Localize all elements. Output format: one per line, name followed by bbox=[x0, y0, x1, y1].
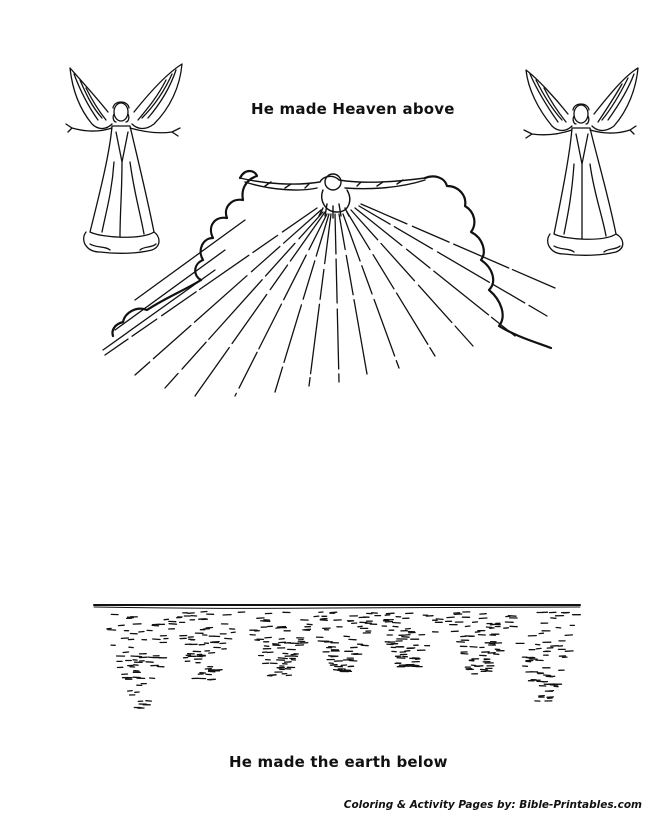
ground-mark bbox=[358, 626, 362, 627]
ground-mark bbox=[349, 661, 357, 662]
ground-mark bbox=[393, 623, 401, 624]
ground-mark bbox=[314, 616, 319, 617]
ground-mark bbox=[565, 635, 572, 636]
ground-mark bbox=[447, 617, 454, 618]
earth-caption: He made the earth below bbox=[229, 753, 448, 771]
ground-mark bbox=[107, 628, 111, 629]
ground-mark bbox=[405, 651, 410, 652]
ground-mark bbox=[402, 637, 409, 638]
heaven-scene bbox=[95, 160, 570, 400]
ground-mark bbox=[128, 691, 133, 692]
ground-mark bbox=[404, 635, 410, 636]
ground-mark bbox=[296, 645, 304, 646]
earth-ground-icon bbox=[92, 598, 584, 716]
ground-mark bbox=[169, 624, 176, 625]
ground-mark bbox=[148, 657, 153, 658]
ground-mark bbox=[461, 654, 468, 655]
ground-mark bbox=[135, 671, 139, 672]
ground-mark bbox=[123, 652, 129, 653]
ground-mark bbox=[320, 620, 327, 621]
ground-mark bbox=[479, 618, 487, 619]
ground-mark bbox=[278, 627, 286, 628]
ground-mark bbox=[271, 675, 276, 676]
ground-mark bbox=[153, 639, 160, 640]
ground-mark bbox=[128, 617, 134, 618]
ground-mark bbox=[198, 656, 205, 657]
light-rays-icon bbox=[103, 204, 555, 396]
clouds-icon bbox=[112, 171, 551, 348]
dove-icon bbox=[240, 174, 425, 218]
ground-mark bbox=[265, 637, 271, 638]
ground-mark bbox=[209, 653, 215, 654]
ground-mark bbox=[139, 632, 144, 633]
ground-mark bbox=[108, 630, 116, 631]
ground-mark bbox=[225, 638, 232, 639]
ground-mark bbox=[307, 624, 312, 625]
ground-mark bbox=[465, 626, 470, 627]
ground-mark bbox=[544, 675, 551, 676]
ground-mark bbox=[490, 624, 495, 625]
ground-mark bbox=[405, 629, 410, 630]
ground-mark bbox=[508, 616, 516, 617]
ground-mark bbox=[551, 646, 558, 647]
ground-mark bbox=[386, 613, 394, 614]
heaven-caption: He made Heaven above bbox=[251, 100, 455, 118]
ground-mark bbox=[486, 627, 492, 628]
ground-mark bbox=[201, 612, 207, 613]
ground-mark bbox=[475, 632, 480, 633]
ground-mark bbox=[397, 658, 405, 659]
ground-mark bbox=[436, 619, 443, 620]
ground-mark bbox=[554, 686, 558, 687]
ground-mark bbox=[481, 669, 488, 670]
ground-mark bbox=[536, 648, 541, 649]
ground-mark bbox=[361, 645, 368, 646]
credit-text: Coloring & Activity Pages by: Bible-Printables.com bbox=[343, 799, 642, 811]
ground-mark bbox=[470, 647, 477, 648]
ground-mark bbox=[152, 625, 158, 626]
ground-mark bbox=[231, 632, 235, 633]
ground-mark bbox=[331, 656, 338, 657]
ground-mark bbox=[403, 656, 408, 657]
ground-mark bbox=[385, 622, 392, 623]
ground-mark bbox=[255, 640, 259, 641]
